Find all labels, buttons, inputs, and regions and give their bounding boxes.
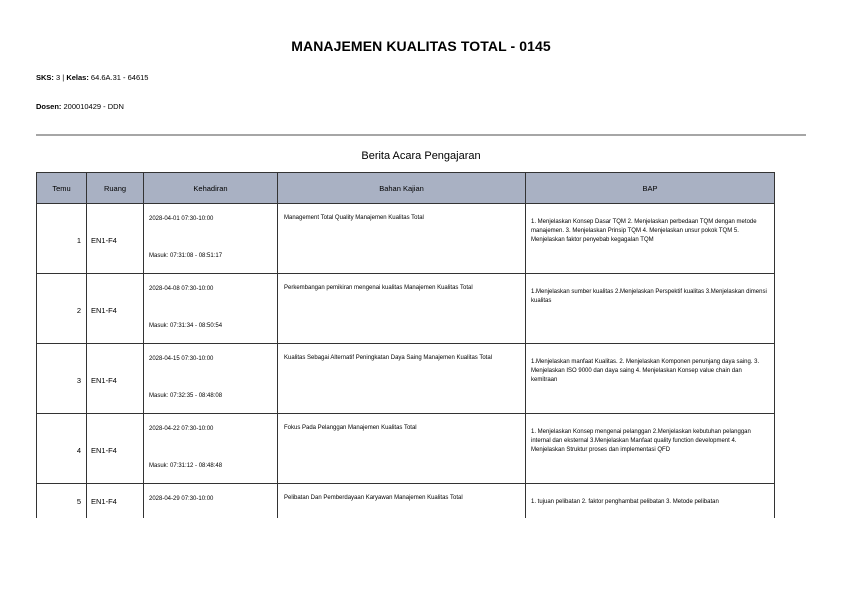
cell-bahan-kajian: Perkembangan pemikiran mengenai kualitas Manajemen Kualitas Total <box>278 274 526 344</box>
cell-bahan-kajian: Pelibatan Dan Pemberdayaan Karyawan Manajemen Kualitas Total <box>278 484 526 519</box>
header-bahan-kajian: Bahan Kajian <box>278 173 526 204</box>
divider <box>36 134 806 136</box>
cell-bap: 1. tujuan pelibatan 2. faktor penghambat pelibatan 3. Metode pelibatan <box>526 484 775 519</box>
header-kehadiran: Kehadiran <box>144 173 278 204</box>
teaching-record-table <box>36 172 775 518</box>
cell-bap: 1.Menjelaskan sumber kualitas 2.Menjelaskan Perspektif kualitas 3.Menjelaskan dimensi kualitas <box>526 274 775 344</box>
section-title: Berita Acara Pengajaran <box>361 150 481 162</box>
schedule-time: 2028-04-08 07:30-10:00 <box>149 286 214 292</box>
header-temu: Temu <box>37 173 87 204</box>
sks-label: SKS <box>36 73 52 82</box>
check-in-time: Masuk: 07:32:35 - 08:48:08 <box>149 393 223 399</box>
table-row <box>37 274 775 344</box>
dosen-value: 200010429 - DDN <box>63 102 124 111</box>
schedule-time: 2028-04-01 07:30-10:00 <box>149 216 214 222</box>
cell-temu: 1 <box>37 204 87 274</box>
table-row <box>37 414 775 484</box>
cell-ruang: EN1-F4 <box>87 204 144 274</box>
course-info: SKS: 3 | Kelas: 64.6A.31 - 64615 <box>36 73 149 82</box>
cell-temu: 5 <box>37 484 87 519</box>
kelas-value: 64.6A.31 - 64615 <box>90 73 149 82</box>
cell-temu: 2 <box>37 274 87 344</box>
check-in-time: Masuk: 07:31:08 - 08:51:17 <box>149 253 223 259</box>
table-header-row <box>37 173 775 204</box>
cell-bap: 1. Menjelaskan Konsep mengenai pelanggan 2.Menjelaskan kebutuhan pelanggan internal dan eksternal 3.Menjelaskan Manfaat quality function development 4. Menjelaskan Struktur proses dan implementasi QFD <box>526 414 775 484</box>
dosen-label: Dosen <box>36 102 59 111</box>
cell-kehadiran <box>144 484 278 519</box>
lecturer-info: Dosen: 200010429 - DDN <box>36 102 124 111</box>
schedule-time: 2028-04-15 07:30-10:00 <box>149 356 214 362</box>
table-row <box>37 204 775 274</box>
cell-ruang: EN1-F4 <box>87 274 144 344</box>
cell-bahan-kajian: Fokus Pada Pelanggan Manajemen Kualitas Total <box>278 414 526 484</box>
cell-temu: 4 <box>37 414 87 484</box>
cell-bap: 1.Menjelaskan manfaat Kualitas. 2. Menjelaskan Komponen penunjang daya saing. 3. Menjelaskan ISO 9000 dan daya saing 4. Menjelaskan Konsep value chain dan kemitraan <box>526 344 775 414</box>
table-row <box>37 344 775 414</box>
cell-kehadiran <box>144 414 278 484</box>
cell-bahan-kajian: Kualitas Sebagai Alternatif Peningkatan Daya Saing Manajemen Kualitas Total <box>278 344 526 414</box>
check-in-time: Masuk: 07:31:34 - 08:50:54 <box>149 323 223 329</box>
cell-kehadiran <box>144 274 278 344</box>
kelas-label: Kelas <box>66 73 87 82</box>
schedule-time: 2028-04-22 07:30-10:00 <box>149 426 214 432</box>
cell-kehadiran <box>144 204 278 274</box>
cell-bahan-kajian: Management Total Quality Manajemen Kualitas Total <box>278 204 526 274</box>
cell-ruang: EN1-F4 <box>87 344 144 414</box>
header-bap: BAP <box>526 173 775 204</box>
sks-value: 3 <box>56 73 61 82</box>
page-title: MANAJEMEN KUALITAS TOTAL - 0145 <box>291 38 551 54</box>
cell-bap: 1. Menjelaskan Konsep Dasar TQM 2. Menjelaskan perbedaan TQM dengan metode manajemen. 3. Menjelaskan Prinsip TQM 4. Menjelaskan unsur pokok TQM 5. Menjelaskan faktor penyebab kegagalan TQM <box>526 204 775 274</box>
cell-temu: 3 <box>37 344 87 414</box>
header-ruang: Ruang <box>87 173 144 204</box>
cell-ruang: EN1-F4 <box>87 484 144 519</box>
schedule-time: 2028-04-29 07:30-10:00 <box>149 496 214 502</box>
cell-ruang: EN1-F4 <box>87 414 144 484</box>
check-in-time: Masuk: 07:31:12 - 08:48:48 <box>149 463 223 469</box>
table-row <box>37 484 775 519</box>
cell-kehadiran <box>144 344 278 414</box>
